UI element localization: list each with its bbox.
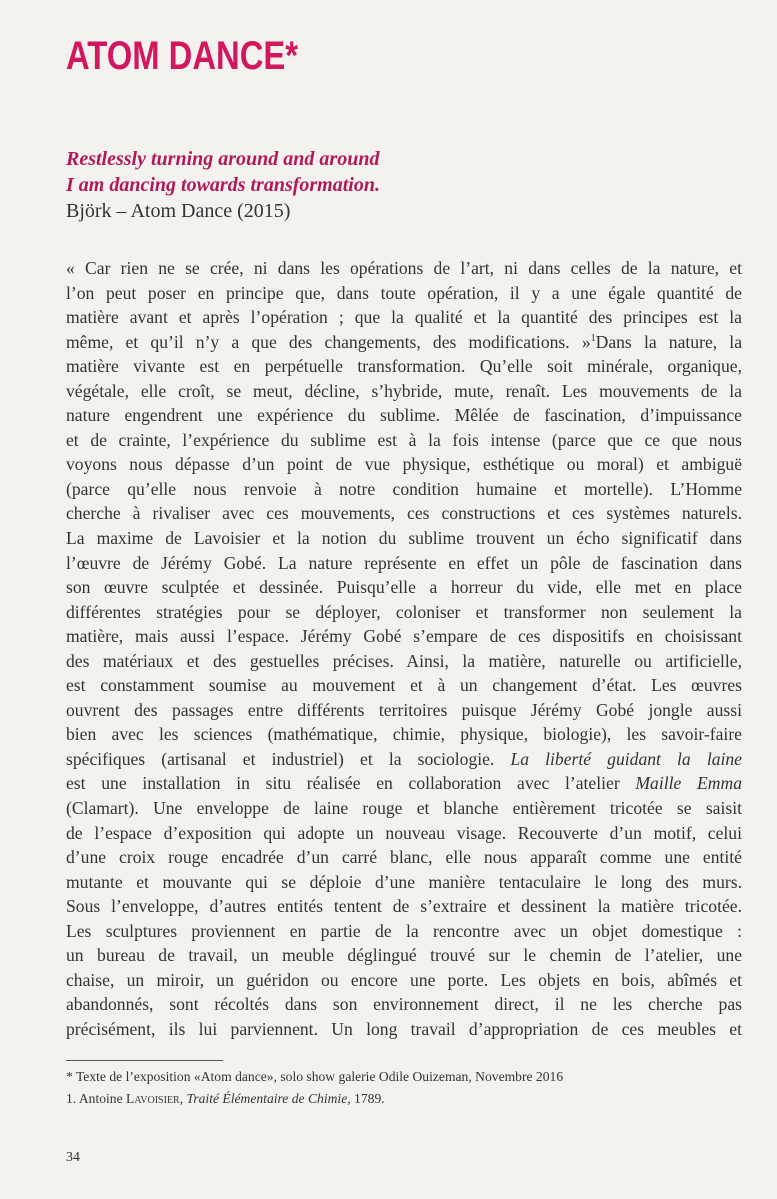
body-line: cherche à rivaliser avec ces mouvements, ces constructions et ces systèmes naturels. bbox=[66, 503, 742, 524]
atelier-name: Maille Emma bbox=[635, 773, 742, 794]
footnote-divider bbox=[66, 1060, 223, 1061]
page-title: ATOM DANCE* bbox=[66, 34, 299, 78]
body-line: l’œuvre de Jérémy Gobé. La nature représente en effet un pôle de fascination dans bbox=[66, 552, 742, 573]
footnote-1-sep: , bbox=[179, 1091, 187, 1106]
body-line: précisément, ils lui parviennent. Un long travail d’appropriation de ces meubles et bbox=[66, 1018, 742, 1039]
body-line-text: spécifiques (artisanal et industriel) et la sociologie. bbox=[66, 748, 495, 769]
footnote-1 bbox=[66, 1088, 746, 1110]
artwork-title: La liberté guidant la laine bbox=[510, 748, 742, 769]
body-line-text: même, et qu’il n’y a que des changements, des modifications. » bbox=[66, 331, 591, 352]
body-line: La maxime de Lavoisier et la notion du sublime trouvent un écho significatif dans bbox=[66, 528, 742, 549]
footnote-star: * Texte de l’exposition «Atom dance», solo show galerie Odile Ouizeman, Novembre 2016 bbox=[66, 1069, 564, 1084]
body-line: chaise, un miroir, un guéridon ou encore une porte. Les objets en bois, abîmés et bbox=[66, 969, 742, 990]
body-line: est constamment soumise au mouvement et à un changement d’état. Les œuvres bbox=[66, 675, 742, 696]
footnote-1-prefix: 1. Antoine bbox=[66, 1091, 127, 1106]
body-line bbox=[66, 771, 742, 796]
body-line: (parce qu’elle nous renvoie à notre condition humaine et mortelle). L’Homme bbox=[66, 478, 742, 499]
body-line-text: Dans la nature, la bbox=[595, 331, 742, 352]
body-line: Les sculptures proviennent en partie de la rencontre avec un objet domestique : bbox=[66, 920, 742, 941]
body-line: abandonnés, sont récoltés dans son environnement direct, il ne les cherche pas bbox=[66, 994, 742, 1015]
footnote-ref[interactable]: 1 bbox=[590, 332, 596, 344]
body-line: ouvrent des passages entre différents territoires puisque Jérémy Gobé jongle aussi bbox=[66, 699, 742, 720]
footnote-1-title: Traité Élémentaire de Chimie bbox=[186, 1091, 348, 1106]
body-line: « Car rien ne se crée, ni dans les opérations de l’art, ni dans celles de la nature, et bbox=[66, 258, 742, 278]
body-line: matière vivante est en perpétuelle transformation. Qu’elle soit minérale, organique, bbox=[66, 356, 742, 377]
body-line: et de crainte, l’expérience du sublime est à la fois intense (parce que ce que nous bbox=[66, 429, 742, 450]
body-line: bien avec les sciences (mathématique, chimie, physique, biologie), les savoir-faire bbox=[66, 724, 742, 745]
body-line: (Clamart). Une enveloppe de laine rouge et blanche entièrement tricotée se saisit bbox=[66, 798, 742, 819]
footnote-1-author: Lavoisier bbox=[126, 1091, 180, 1106]
body-line: matière avant et après l’opération ; que la qualité et la quantité des principes est la bbox=[66, 307, 742, 328]
body-line-text: est une installation in situ réalisée en collaboration avec l’atelier bbox=[66, 773, 620, 794]
body-line: végétale, elle croît, se meut, décline, s’hybride, mute, renaît. Les mouvements de la bbox=[66, 380, 742, 401]
epigraph bbox=[66, 146, 666, 224]
body-line: voyons nous dépasse d’un point de vue physique, esthétique ou moral) et ambiguë bbox=[66, 454, 742, 475]
body-line: Sous l’enveloppe, d’autres entités tentent de s’extraire et dessinent la matière tricotée. bbox=[66, 896, 742, 917]
body-line: son œuvre sculptée et dessinée. Puisqu’elle a horreur du vide, elle met en place bbox=[66, 577, 742, 598]
body-line: un bureau de travail, un meuble déglingué trouvé sur le chemin de l’atelier, une bbox=[66, 945, 742, 966]
body-line: de l’espace d’exposition qui adopte un nouveau visage. Recouverte d’un motif, celui bbox=[66, 822, 742, 843]
body-line: des matériaux et des gestuelles précises. Ainsi, la matière, naturelle ou artificielle, bbox=[66, 650, 742, 671]
epigraph-source: Björk – Atom Dance (2015) bbox=[66, 200, 291, 222]
body-line: nature engendrent une expérience du sublime. Mêlée de fascination, d’impuissance bbox=[66, 405, 742, 426]
body-text bbox=[66, 256, 742, 1042]
body-line: l’on peut poser en principe que, dans toute opération, il y a une égale quantité de bbox=[66, 282, 742, 303]
body-line: d’une croix rouge encadrée d’un carré blanc, elle nous apparaît comme une entité bbox=[66, 847, 742, 868]
body-line bbox=[66, 330, 742, 355]
body-line bbox=[66, 747, 742, 772]
body-line: mutante et mouvante qui se déploie d’une manière tentaculaire le long des murs. bbox=[66, 871, 742, 892]
footnotes bbox=[66, 1066, 746, 1110]
footnote-1-year: , 1789. bbox=[347, 1091, 385, 1106]
page-number: 34 bbox=[66, 1150, 80, 1165]
body-line: différentes stratégies pour se déployer, coloniser et transformer non seulement la bbox=[66, 601, 742, 622]
body-line: matière, mais aussi l’espace. Jérémy Gobé s’empare de ces dispositifs en choisissant bbox=[66, 626, 742, 647]
epigraph-line-2: I am dancing towards transformation. bbox=[66, 174, 380, 196]
epigraph-line-1: Restlessly turning around and around bbox=[66, 148, 380, 170]
